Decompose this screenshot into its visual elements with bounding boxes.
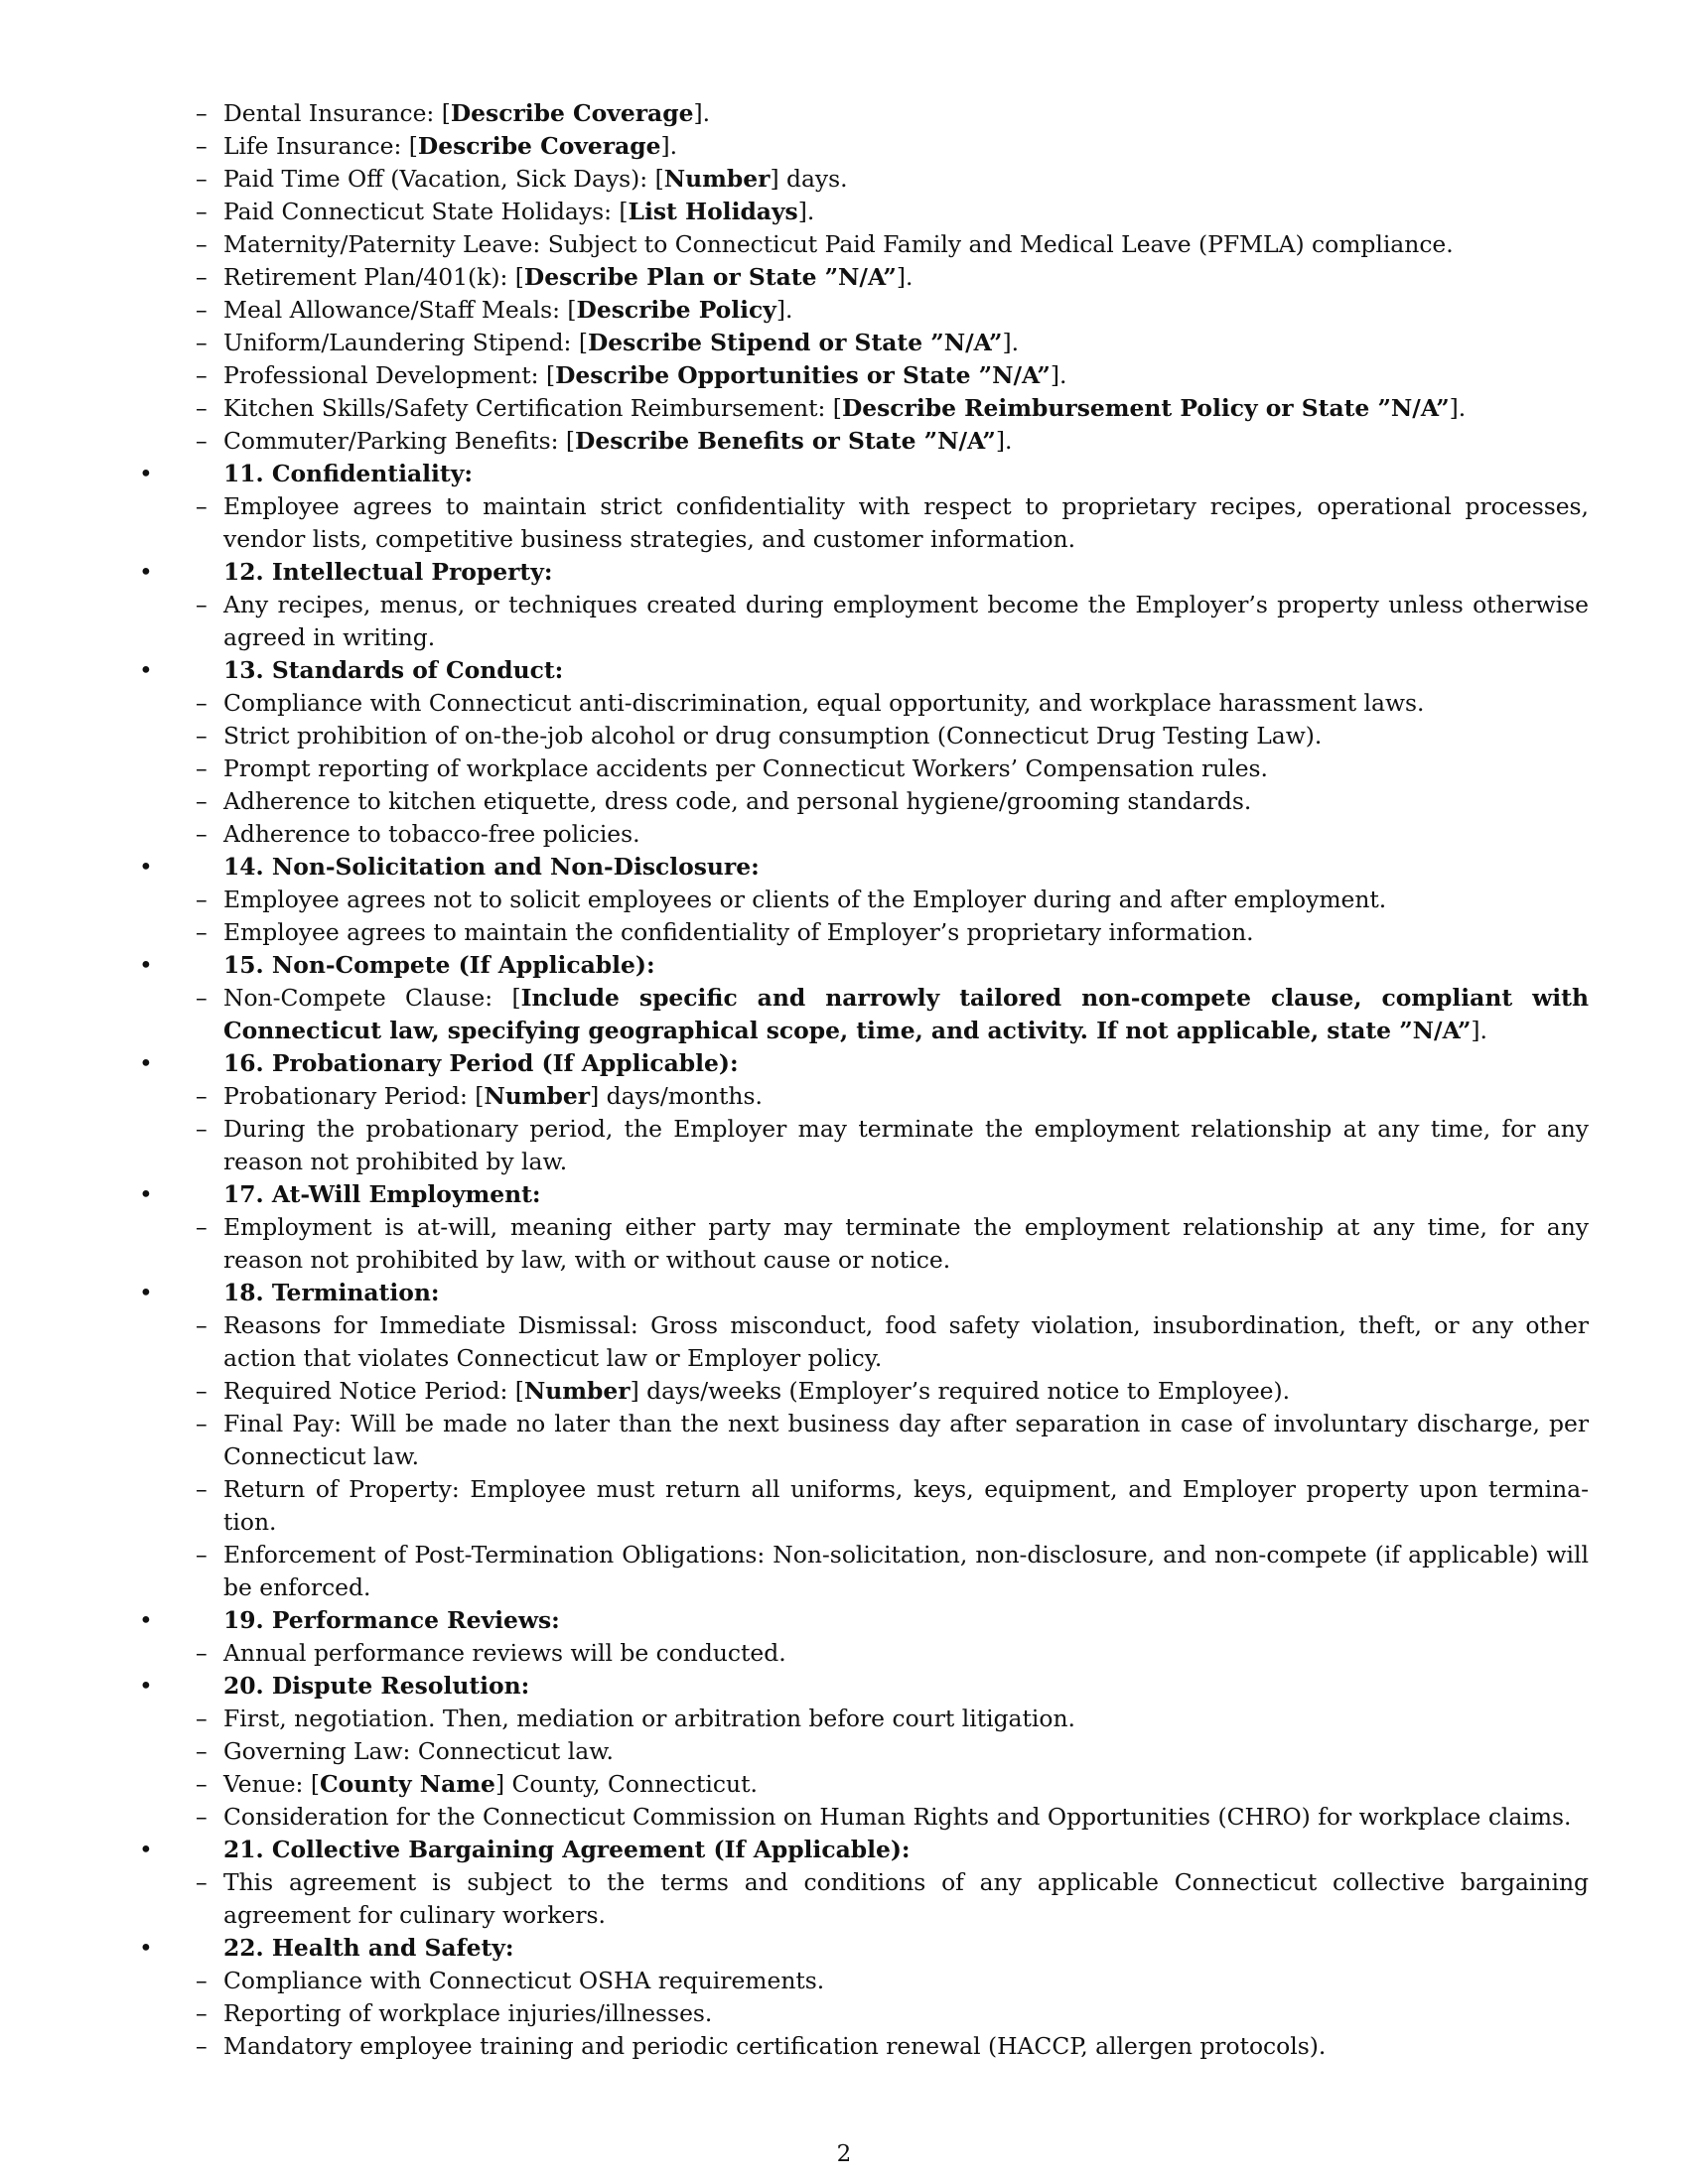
bullet-marker: • — [139, 1180, 153, 1208]
section-item — [129, 1604, 1589, 1670]
item-text-suffix: ]. — [896, 263, 914, 291]
section-title: 13. Standards of Conduct: — [223, 656, 564, 684]
section-sublist — [196, 687, 1589, 851]
dash-marker: – — [196, 1705, 208, 1732]
placeholder-text: Number — [484, 1082, 591, 1110]
item-text: Reporting of workplace injuries/illnesses. — [223, 1999, 713, 2027]
item-text: Return of Property: Employee must return all uniforms, keys, equipment, and Employer property upon termina-tion. — [223, 1475, 1589, 1536]
section-item — [129, 949, 1589, 1047]
dash-marker: – — [196, 329, 208, 356]
item-text: Consideration for the Connecticut Commission on Human Rights and Opportunities (CHRO) for workplace claims. — [223, 1803, 1572, 1831]
placeholder-text: Describe Plan or State ”N/A” — [523, 263, 897, 291]
section-title: 20. Dispute Resolution: — [223, 1672, 530, 1700]
list-item — [129, 1375, 1589, 1408]
dash-marker: – — [196, 1999, 208, 2027]
section-item — [129, 1834, 1589, 1932]
dash-marker: – — [196, 754, 208, 782]
item-text-suffix: ]. — [1471, 1017, 1487, 1044]
dash-marker: – — [196, 394, 208, 422]
dash-marker: – — [196, 1475, 208, 1503]
dash-marker: – — [196, 1377, 208, 1405]
list-item — [129, 752, 1589, 785]
dash-marker: – — [196, 820, 208, 848]
item-text: Maternity/Paternity Leave: Subject to Connecticut Paid Family and Medical Leave (PFMLA) compliance. — [223, 230, 1454, 258]
section-sublist — [196, 490, 1589, 556]
item-text: Final Pay: Will be made no later than the next business day after separation in case of involuntary discharge, per Connecticut law. — [223, 1410, 1589, 1470]
item-text: Adherence to tobacco-free policies. — [223, 820, 640, 848]
section-item — [129, 1178, 1589, 1277]
section-title: 14. Non-Solicitation and Non-Disclosure: — [223, 853, 760, 881]
item-text: Meal Allowance/Staff Meals: [ — [223, 296, 577, 324]
item-text-suffix: ]. — [797, 198, 815, 225]
section-title: 17. At-Will Employment: — [223, 1180, 541, 1208]
list-item — [129, 1408, 1589, 1473]
placeholder-text: County Name — [320, 1770, 495, 1798]
document-body — [129, 97, 1589, 2063]
dash-marker: – — [196, 263, 208, 291]
dash-marker: – — [196, 361, 208, 389]
bullet-marker: • — [139, 656, 153, 684]
item-text: Dental Insurance: [ — [223, 99, 451, 127]
item-text: Uniform/Laundering Stipend: [ — [223, 329, 588, 356]
item-text: Strict prohibition of on-the-job alcohol or drug consumption (Connecticut Drug Testing Law). — [223, 722, 1323, 750]
item-text: Non-Compete Clause: [ — [223, 984, 521, 1012]
list-item — [129, 228, 1589, 261]
dash-marker: – — [196, 1541, 208, 1569]
placeholder-text: Describe Coverage — [417, 132, 661, 160]
item-text: Adherence to kitchen etiquette, dress code, and personal hygiene/grooming standards. — [223, 787, 1252, 815]
item-text: During the probationary period, the Employer may terminate the employment relationship at any time, for any reason not prohibited by law. — [223, 1115, 1589, 1175]
section-title: 22. Health and Safety: — [223, 1934, 514, 1962]
item-text-suffix: ] days. — [770, 165, 848, 193]
dash-marker: – — [196, 132, 208, 160]
item-text: Mandatory employee training and periodic certification renewal (HACCP, allergen protocols). — [223, 2032, 1327, 2060]
item-text: Commuter/Parking Benefits: [ — [223, 427, 576, 455]
dash-marker: – — [196, 427, 208, 455]
list-item — [129, 1637, 1589, 1670]
bullet-marker: • — [139, 1672, 153, 1700]
item-text: Paid Time Off (Vacation, Sick Days): [ — [223, 165, 664, 193]
bullet-marker: • — [139, 853, 153, 881]
section-item — [129, 458, 1589, 556]
section-item — [129, 1277, 1589, 1604]
list-item — [129, 916, 1589, 949]
list-item — [129, 1113, 1589, 1178]
dash-marker: – — [196, 1967, 208, 1994]
item-text: Professional Development: [ — [223, 361, 556, 389]
section-title: 11. Confidentiality: — [223, 460, 473, 487]
list-item — [129, 490, 1589, 556]
dash-marker: – — [196, 918, 208, 946]
placeholder-text: Number — [523, 1377, 631, 1405]
section-title: 16. Probationary Period (If Applicable): — [223, 1049, 739, 1077]
item-text: Enforcement of Post-Termination Obligations: Non-solicitation, non-disclosure, and non-compete (if applicable) will be enforced. — [223, 1541, 1589, 1601]
item-text: Kitchen Skills/Safety Certification Reimbursement: [ — [223, 394, 842, 422]
item-text-suffix: ]. — [995, 427, 1013, 455]
section-sublist — [196, 1080, 1589, 1178]
bullet-marker: • — [139, 1934, 153, 1962]
bullet-marker: • — [139, 1836, 153, 1863]
dash-marker: – — [196, 787, 208, 815]
item-text: Compliance with Connecticut anti-discrimination, equal opportunity, and workplace harassment laws. — [223, 689, 1425, 717]
page-number: 2 — [836, 2141, 852, 2167]
section-sublist — [196, 1309, 1589, 1604]
list-item — [129, 261, 1589, 294]
list-item — [129, 1211, 1589, 1277]
list-item — [129, 1735, 1589, 1768]
dash-marker: – — [196, 1639, 208, 1667]
list-item — [129, 392, 1589, 425]
item-text-suffix: ]. — [693, 99, 711, 127]
item-text: Employment is at-will, meaning either party may terminate the employment relationship at any time, for any reason not prohibited by law, with or without cause or notice. — [223, 1213, 1589, 1274]
bullet-marker: • — [139, 460, 153, 487]
dash-marker: – — [196, 1410, 208, 1437]
section-sublist — [196, 1211, 1589, 1277]
dash-marker: – — [196, 198, 208, 225]
list-item — [129, 359, 1589, 392]
dash-marker: – — [196, 1213, 208, 1241]
item-text: Employee agrees to maintain the confidentiality of Employer’s proprietary information. — [223, 918, 1254, 946]
section-item — [129, 851, 1589, 949]
list-item — [129, 163, 1589, 196]
section-item — [129, 1047, 1589, 1178]
section-sublist — [196, 1866, 1589, 1932]
dash-marker: – — [196, 1868, 208, 1896]
list-item — [129, 1997, 1589, 2030]
list-item — [129, 294, 1589, 327]
placeholder-text: Describe Reimbursement Policy or State ”N/A” — [841, 394, 1450, 422]
dash-marker: – — [196, 296, 208, 324]
list-item — [129, 97, 1589, 130]
item-text: Probationary Period: [ — [223, 1082, 485, 1110]
item-text-suffix: ]. — [1050, 361, 1067, 389]
section-title: 12. Intellectual Property: — [223, 558, 553, 586]
list-item — [129, 2030, 1589, 2063]
list-item — [129, 589, 1589, 654]
bullet-marker: • — [139, 1279, 153, 1306]
dash-marker: – — [196, 689, 208, 717]
item-text: Life Insurance: [ — [223, 132, 418, 160]
dash-marker: – — [196, 1803, 208, 1831]
list-item — [129, 1768, 1589, 1801]
item-text-suffix: ]. — [1002, 329, 1020, 356]
list-item — [129, 1866, 1589, 1932]
benefits-list-continued — [129, 97, 1589, 458]
item-text-suffix: ] days/weeks (Employer’s required notice to Employee). — [630, 1377, 1291, 1405]
dash-marker: – — [196, 886, 208, 913]
item-text: Compliance with Connecticut OSHA requirements. — [223, 1967, 825, 1994]
section-sublist — [196, 1637, 1589, 1670]
item-text-suffix: ]. — [1449, 394, 1467, 422]
placeholder-text: List Holidays — [628, 198, 798, 225]
list-item — [129, 130, 1589, 163]
section-item — [129, 1670, 1589, 1834]
dash-marker: – — [196, 984, 208, 1012]
item-text: Employee agrees to maintain strict confidentiality with respect to proprietary recipes, operational processes, vendor lists, competitive business strategies, and customer information. — [223, 492, 1589, 553]
dash-marker: – — [196, 492, 208, 520]
bullet-marker: • — [139, 1049, 153, 1077]
placeholder-text: Describe Opportunities or State ”N/A” — [555, 361, 1051, 389]
dash-marker: – — [196, 99, 208, 127]
section-sublist — [196, 1703, 1589, 1834]
list-item — [129, 720, 1589, 752]
dash-marker: – — [196, 1770, 208, 1798]
placeholder-text: Number — [663, 165, 771, 193]
section-sublist — [196, 884, 1589, 949]
dash-marker: – — [196, 165, 208, 193]
list-item — [129, 884, 1589, 916]
section-item — [129, 556, 1589, 654]
bullet-marker: • — [139, 1606, 153, 1634]
item-text: This agreement is subject to the terms and conditions of any applicable Connecticut collective bargaining agreement for culinary workers. — [223, 1868, 1589, 1929]
list-item — [129, 1080, 1589, 1113]
item-text: Paid Connecticut State Holidays: [ — [223, 198, 629, 225]
dash-marker: – — [196, 1311, 208, 1339]
list-item — [129, 1703, 1589, 1735]
placeholder-text: Describe Coverage — [450, 99, 694, 127]
item-text-suffix: ]. — [660, 132, 678, 160]
placeholder-text: Include specific and narrowly tailored non-compete clause, compliant with Connecticut law, specifying geographical scope, time, and activity. If not applicable, state ”N/A” — [223, 984, 1589, 1044]
item-text: Annual performance reviews will be conducted. — [223, 1639, 786, 1667]
section-item — [129, 654, 1589, 851]
dash-marker: – — [196, 1737, 208, 1765]
list-item — [129, 1801, 1589, 1834]
dash-marker: – — [196, 230, 208, 258]
dash-marker: – — [196, 722, 208, 750]
item-text-suffix: ] County, Connecticut. — [494, 1770, 758, 1798]
section-title: 18. Termination: — [223, 1279, 440, 1306]
section-sublist — [196, 982, 1589, 1047]
list-item — [129, 785, 1589, 818]
placeholder-text: Describe Policy — [576, 296, 776, 324]
item-text: First, negotiation. Then, mediation or arbitration before court litigation. — [223, 1705, 1075, 1732]
item-text: Retirement Plan/401(k): [ — [223, 263, 524, 291]
section-sublist — [196, 1965, 1589, 2063]
list-item — [129, 196, 1589, 228]
item-text: Reasons for Immediate Dismissal: Gross misconduct, food safety violation, insubordination, theft, or any other action that violates Connecticut law or Employer policy. — [223, 1311, 1589, 1372]
item-text: Venue: [ — [223, 1770, 320, 1798]
list-item — [129, 1473, 1589, 1539]
section-sublist — [196, 589, 1589, 654]
list-item — [129, 982, 1589, 1047]
bullet-marker: • — [139, 951, 153, 979]
sections-list — [129, 458, 1589, 2063]
list-item — [129, 327, 1589, 359]
dash-marker: – — [196, 2032, 208, 2060]
list-item — [129, 687, 1589, 720]
item-text: Governing Law: Connecticut law. — [223, 1737, 614, 1765]
section-item — [129, 1932, 1589, 2063]
item-text-suffix: ]. — [775, 296, 793, 324]
list-item — [129, 1965, 1589, 1997]
dash-marker: – — [196, 591, 208, 618]
list-item — [129, 425, 1589, 458]
bullet-marker: • — [139, 558, 153, 586]
list-item — [129, 1539, 1589, 1604]
list-item — [129, 1309, 1589, 1375]
placeholder-text: Describe Stipend or State ”N/A” — [588, 329, 1003, 356]
item-text-suffix: ] days/months. — [590, 1082, 763, 1110]
section-title: 19. Performance Reviews: — [223, 1606, 560, 1634]
dash-marker: – — [196, 1115, 208, 1143]
section-title: 15. Non-Compete (If Applicable): — [223, 951, 655, 979]
item-text: Prompt reporting of workplace accidents per Connecticut Workers’ Compensation rules. — [223, 754, 1268, 782]
section-title: 21. Collective Bargaining Agreement (If Applicable): — [223, 1836, 911, 1863]
item-text: Employee agrees not to solicit employees or clients of the Employer during and after employment. — [223, 886, 1387, 913]
item-text: Required Notice Period: [ — [223, 1377, 524, 1405]
item-text: Any recipes, menus, or techniques created during employment become the Employer’s property unless otherwise agreed in writing. — [223, 591, 1589, 651]
list-item — [129, 818, 1589, 851]
placeholder-text: Describe Benefits or State ”N/A” — [575, 427, 996, 455]
dash-marker: – — [196, 1082, 208, 1110]
